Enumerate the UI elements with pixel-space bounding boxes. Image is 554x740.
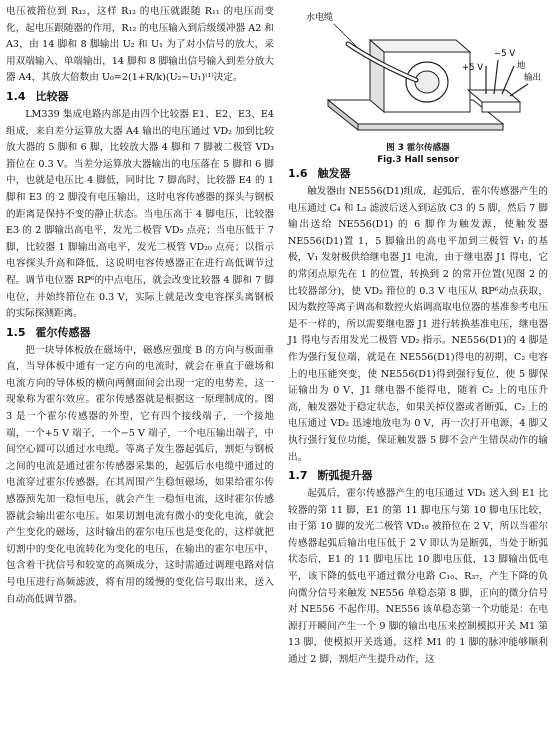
pin-minus5 bbox=[494, 60, 498, 94]
caption-chinese: 图 3 霍尔传感器 bbox=[386, 143, 450, 153]
pin-ground bbox=[502, 66, 514, 94]
hall-sensor-drawing bbox=[288, 4, 548, 138]
label-output: 输出 bbox=[524, 73, 542, 83]
hall-sensor-figure bbox=[288, 4, 548, 164]
section-number: 1.7 bbox=[288, 469, 308, 483]
hall-sensor-paragraph: 把一块导体板放在磁场中，磁感应强度 B 的方向与板面垂直，当导体板中通有一定方向的电流时，就会在垂直于磁场和电流方向的导体板的横向两侧面间会出现一定的电势差，这一现象称为霍尔效应。霍尔传感器就是根据这一原理制成的。图 3 是一个霍尔传感器的外型，它有四个接线端子，一个接地端，一个+5 V 端子，一个−5 V 端子，一个电压输出端子，中间空心圆可以通过水电缆。等离子发生器起弧后，割炬与钢板之间的电流是通过霍尔传感器采集的，起弧后水电缆中通过的电流穿过霍尔传感器，在其周围产生稳恒磁场，如果给霍尔传感器预先加一稳恒电压，就会产生一稳恒电流，这时霍尔传感器就会输出霍尔电压。如果切割电流有微小的变化电流，就会产生变化的磁场，这时输出的霍尔电压也是变化的，这样就把切割中的变化电流转化为变化的电压，在输出的霍尔电压中，包含着干扰信号和较宽的高频成分，这时需通过调理电路对信号电压进行高频滤波，将有用的缓慢的变化信号取出来，送入自动高低调节器。 bbox=[6, 344, 274, 605]
sensor-body-top bbox=[370, 40, 470, 52]
figure-caption bbox=[288, 142, 548, 166]
section-heading-arc-break-lifter bbox=[288, 467, 548, 485]
section-title: 断弧提升器 bbox=[317, 469, 373, 483]
label-minus5: −5 V bbox=[494, 49, 516, 59]
caption-english: Fig.3 Hall sensor bbox=[377, 155, 459, 165]
section-number: 1.4 bbox=[6, 89, 26, 103]
left-column bbox=[6, 4, 274, 609]
section-title: 触发器 bbox=[317, 167, 351, 180]
intro-paragraph: 电压被箝位到 R₁₂，这样 R₁₂ 的电压就跟随 R₁₁ 的电压而变化，起电压跟随器的作用，R₁₂ 的电压输入到后级缓冲器 A2 和 A3，由 14 脚和 8 脚输出 U₂ 和 U₁ 为了对小信号的放大，采用双端输入、单端输出，14 脚和 8 脚输出信号输入到差分放大器 A4，其放大倍数由 U₀=2(1+R/k)(U₂−U₁)⁽¹⁾决定。 bbox=[6, 6, 274, 84]
label-ground: 地 bbox=[517, 61, 526, 71]
label-cable: 水电缆 bbox=[306, 13, 334, 23]
section-heading-trigger bbox=[288, 165, 548, 183]
right-column bbox=[288, 4, 548, 670]
section-number: 1.5 bbox=[6, 325, 26, 339]
section-heading-hall-sensor bbox=[6, 324, 274, 342]
label-plus5: +5 V bbox=[462, 63, 484, 73]
section-heading-comparator bbox=[6, 88, 274, 106]
comparator-paragraph: LM339 集成电路内部是由四个比较器 E1、E2、E3、E4 组成，来自差分运算放大器 A4 输出的电压通过 VD₂ 加到比较放大器的 5 脚和 6 脚，比较放大器 4 脚和 7 脚被二极管 VD₃ 箝位在 0.3 V。当差分运算放大器输出的电压落在 5 脚和 6 脚中，也就是电压比 4 脚低，同时比 7 脚高时，比较器 E4 的 1 脚和 E3 的 2 脚没有电压输出，这时电容传感器的探头与钢板的距离是保持不变的静止状态。当电压高于 4 脚电压，比较器 E3 的 2 脚输出高电平，发光二极管 VD₅ 点亮；当电压低于 7 脚，比较器 1 脚输出高电平，发光二极管 VD₂₀ 点亮；以指示电容探头升高和降低，这说明电容传感器正在进行高低调节过程。调节电位器 RP⁶的中点电压，就会改变比较器 4 脚和 7 脚电位，并始终箝位在 0.3 V，实际上就是改变电容探头离钢板的实际探测距离。 bbox=[6, 108, 274, 320]
section-number: 1.6 bbox=[288, 167, 308, 180]
section-title: 比较器 bbox=[35, 89, 69, 103]
trigger-paragraph: 触发器由 NE556(D1)组成，起弧后，霍尔传感器产生的电压通过 C₄ 和 L₂ 滤波后送入到运放 C3 的 5 脚，然后 7 脚输出送给 NE556(D1) 的 6 脚作为触发源，使触发器 NE556(D1)置 1，5 脚输出的高电平加到三极管 V₁ 的基极，V₁ 发射极供给继电器 J1 电流，由于继电器 J1 得电，它的常闭点原先在 1 的位置，转换到 2 的常开位置(见图 2 的比较器部分)，使 VD₂ 箝位的 0.3 V 电压从 RP⁶动点获取，因为数控等离子调高和数控火焰调高取电位器的基准参考电压是不一样的，所以需要继电器 J1 进行转换基准电压，继电器 J1 得电与否用发光二极管 VD₂ 指示。NE556(D1)的 4 脚是作为强行复位端，就是在 NE556(D1)得电的初期，C₂ 电容上的电压能突变，使 NE556(D1)得到强行复位，使 5 脚保证输出为 0 V，J1 继电器不能得电，随着 C₂ 上的电压升高，触发器处于稳定状态，如果关掉仪器或者断弧，C₂ 上的电压通过 VD₂ 迅速地放电为 0 V，再一次打开电源，4 脚又执行强行复位功能，保证触发器 5 脚不会产生错误动作的输出。 bbox=[288, 186, 548, 463]
pin-output bbox=[510, 84, 528, 96]
arc-break-lifter-paragraph: 起弧后，霍尔传感器产生的电压通过 VD₁ 送入到 E1 比较器的第 11 脚，E1 的第 11 脚电压与第 10 脚电压比较，由于第 10 脚的发光二极管 VD₁₈ 被箝位在 2 V，所以当霍尔传感器起弧后输出电压低于 2 V 即认为是断弧，当处于断弧状态后，E1 的 11 脚电压比 10 脚电压低，13 脚输出低电平，该下降的低电平通过微分电路 C₁₀、R₃₇，产生下降的负向微分信号来触发 NE556 单稳态第 8 脚，正向的微分信号对 NE556 不起作用。NE556 该单稳态第一个功能是：在电源打开瞬间产生一个 9 脚的输出电压来控制模拟开关 M1 第 13 脚，使模拟开关选通，这样 M1 的 1 脚的脉冲能够顺利通过 2 脚，割炬产生提升动作，这 bbox=[288, 488, 548, 666]
section-title: 霍尔传感器 bbox=[35, 325, 91, 339]
